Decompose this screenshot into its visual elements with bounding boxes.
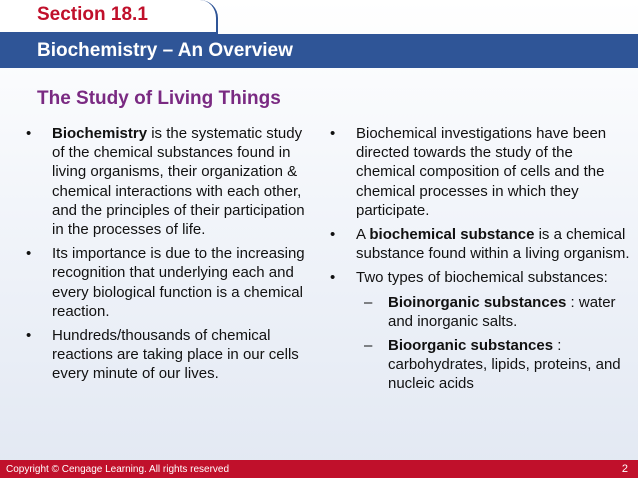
term-biochemical-substance: biochemical substance: [369, 226, 535, 244]
bullet-item: [26, 244, 306, 321]
term-bioorganic: Bioorganic substances: [388, 337, 554, 355]
bullet-text: Biochemical investigations have been directed towards the study of the chemical composition of cells and the chemical processes in which they participate.: [356, 125, 607, 219]
term-bioinorganic: Bioinorganic substances: [388, 293, 567, 311]
bullet-text: is a chemical substance found within a living organism.: [356, 226, 630, 263]
bullet-item: [330, 268, 630, 287]
bullet-dot: •: [330, 226, 336, 244]
bullet-dot: •: [330, 125, 336, 142]
sub-bullet-item: [330, 336, 630, 394]
sub-bullet-item: [330, 293, 630, 331]
bullet-prefix: A: [356, 226, 370, 244]
bullet-item: [26, 124, 306, 239]
term-biochemistry: Biochemistry: [52, 125, 148, 142]
sub-bullet-text: : carbohydrates, lipids, proteins, and nucleic acids: [388, 337, 621, 393]
sub-bullet-dash: –: [364, 337, 373, 355]
footer-bar: [0, 460, 638, 478]
bullet-text: is the systematic study of the chemical substances found in living organisms, their organization & chemical interactions with each other, and the principles of their participation in the processes of life.: [52, 125, 305, 239]
section-label: Section 18.1: [37, 4, 148, 25]
bullet-dot: •: [26, 245, 32, 263]
right-column: [330, 124, 630, 399]
bullet-item: [330, 225, 630, 263]
bullet-item: [26, 326, 306, 384]
bullet-dot: •: [26, 327, 32, 345]
page-number: 2: [621, 463, 628, 475]
copyright-text: Copyright © Cengage Learning. All rights reserved: [6, 464, 230, 475]
bullet-text: Its importance is due to the increasing recognition that underlying each and every biological function is a chemical reaction.: [52, 245, 305, 320]
bullet-item: [330, 124, 630, 220]
left-column: [26, 124, 306, 389]
bullet-dot: •: [26, 125, 32, 142]
chapter-title: Biochemistry – An Overview: [37, 40, 293, 61]
slide-title: The Study of Living Things: [37, 88, 281, 109]
sub-bullet-text: : water and inorganic salts.: [388, 293, 616, 330]
bullet-text: Two types of biochemical substances:: [356, 269, 608, 287]
bullet-dot: •: [330, 269, 336, 287]
sub-bullet-dash: –: [364, 293, 373, 311]
bullet-text: Hundreds/thousands of chemical reactions are taking place in our cells every minute of our lives.: [52, 327, 299, 383]
